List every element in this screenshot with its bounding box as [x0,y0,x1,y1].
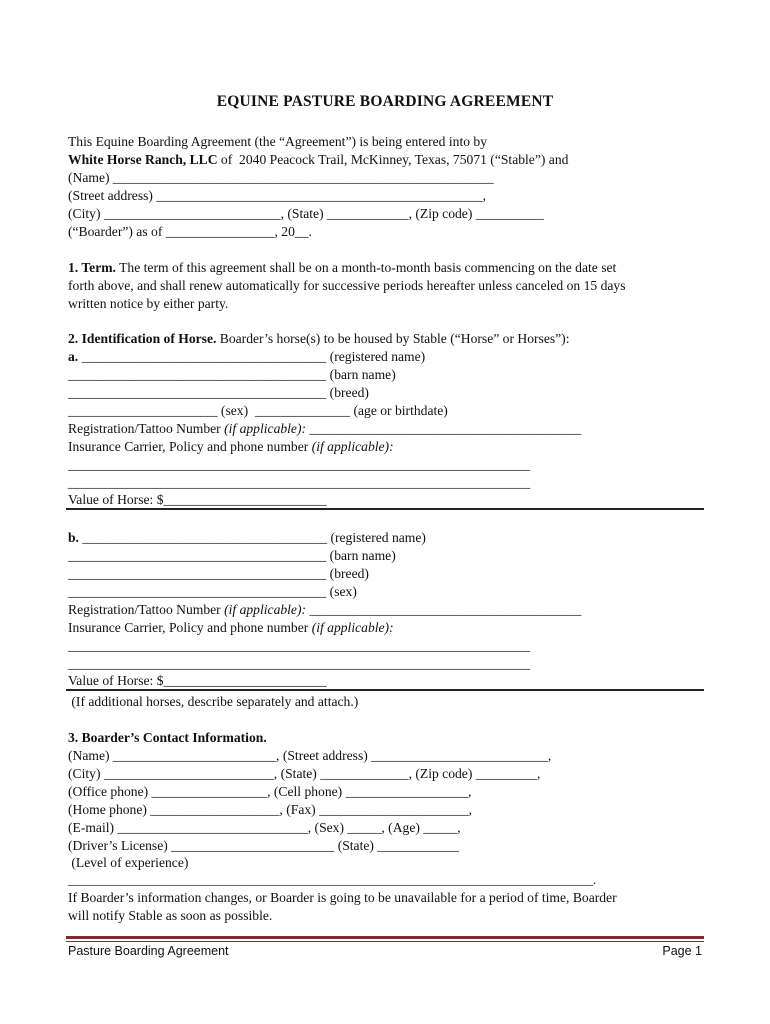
horse-a-reg-blank: ________________________________________ [306,421,582,436]
footer-rule-thick [66,936,704,939]
notice-line-1: If Boarder’s information changes, or Boarder is going to be unavailable for a period of time, Boarder [68,890,617,905]
term-line-2: forth above, and shall renew automatically for successive periods hereafter unless canceled on 15 days [68,278,626,293]
boarder-date-field[interactable]: (“Boarder”) as of ________________, 20__. [68,224,312,239]
horse-b-sex-field[interactable]: ______________________________________ (sex) [68,584,357,599]
footer-rule-thin [66,941,704,942]
horse-b-registered-text: ____________________________________ (registered name) [78,530,426,545]
horse-b-value-field[interactable]: Value of Horse: $________________________ [68,673,327,688]
contact-email-field[interactable]: (E-mail) ____________________________, (Sex) _____, (Age) _____, [68,820,461,835]
horse-b-registration-field[interactable] [68,601,581,619]
identification-heading-line [68,330,569,348]
contact-office-phone-field[interactable]: (Office phone) _________________, (Cell phone) __________________, [68,784,472,799]
contact-license-field[interactable]: (Driver’s License) ________________________ (State) ____________ [68,838,459,853]
experience-blank[interactable]: ____________________________________________________________________________________. [68,873,597,887]
horse-a-reg-if-applicable: (if applicable): [224,421,307,436]
street-address-field[interactable]: (Street address) ________________________________________________, [68,188,486,203]
horse-b-insurance-blank-1[interactable]: ____________________________________________________________________ [68,638,531,653]
horse-b-reg-label: Registration/Tattoo Number [68,602,225,617]
page-number: Page 1 [662,944,702,958]
footer-title: Pasture Boarding Agreement [68,944,229,958]
horse-b-insurance-label [68,619,394,637]
term-heading: 1. Term. [68,260,116,275]
ranch-name: White Horse Ranch, LLC [68,152,218,167]
term-text: The term of this agreement shall be on a month-to-month basis commencing on the date set [115,260,617,275]
horse-a-breed-field[interactable]: ______________________________________ (breed) [68,385,369,400]
intro-line-1: This Equine Boarding Agreement (the “Agreement”) is being entered into by [68,134,488,149]
ranch-address: of 2040 Peacock Trail, McKinney, Texas, 75071 (“Stable”) and [217,152,569,167]
horse-a-registered-text: ____________________________________ (registered name) [78,349,426,364]
horse-a-insurance-label [68,438,394,456]
name-field[interactable]: (Name) ________________________________________________________ [68,170,494,185]
horse-a-value-field[interactable]: Value of Horse: $________________________ [68,492,327,507]
horse-a-insurance-blank-2[interactable]: ____________________________________________________________________ [68,475,531,490]
horse-a-divider [66,508,704,510]
horse-a-label: a. [68,349,79,364]
horse-a-sex-age-field[interactable]: ______________________ (sex) ______________ (age or birthdate) [68,403,448,418]
contact-city-field[interactable]: (City) _________________________, (State) _____________, (Zip code) _________, [68,766,541,781]
experience-label: (Level of experience) [68,855,189,870]
horse-b-divider [66,689,704,691]
horse-a-insurance-blank-1[interactable]: ____________________________________________________________________ [68,457,531,472]
identification-text: Boarder’s horse(s) to be housed by Stable (“Horse” or Horses”): [216,331,570,346]
horse-b-barn-name-field[interactable]: ______________________________________ (barn name) [68,548,396,563]
identification-heading: 2. Identification of Horse. [68,331,217,346]
horse-b-ins-label: Insurance Carrier, Policy and phone number [68,620,312,635]
horse-a-registered-name-field[interactable] [68,348,425,366]
horse-a-reg-label: Registration/Tattoo Number [68,421,225,436]
additional-horses-note: (If additional horses, describe separately and attach.) [68,694,359,709]
horse-b-registered-name-field[interactable] [68,529,426,547]
horse-b-reg-blank: ________________________________________ [306,602,582,617]
city-state-zip-field[interactable]: (City) __________________________, (State) ____________, (Zip code) __________ [68,206,544,221]
contact-home-phone-field[interactable]: (Home phone) ___________________, (Fax) ______________________, [68,802,473,817]
notice-line-2: will notify Stable as soon as possible. [68,908,273,923]
document-title: EQUINE PASTURE BOARDING AGREEMENT [216,93,554,110]
horse-b-breed-field[interactable]: ______________________________________ (breed) [68,566,369,581]
horse-b-insurance-blank-2[interactable]: ____________________________________________________________________ [68,656,531,671]
intro-line-2 [68,151,568,169]
horse-a-ins-label: Insurance Carrier, Policy and phone number [68,439,312,454]
horse-b-reg-if-applicable: (if applicable): [224,602,307,617]
term-line-1 [68,259,616,277]
horse-a-ins-if-applicable: (if applicable): [311,439,394,454]
horse-a-barn-name-field[interactable]: ______________________________________ (barn name) [68,367,396,382]
contact-heading: 3. Boarder’s Contact Information. [68,730,267,745]
horse-b-ins-if-applicable: (if applicable): [311,620,394,635]
contact-name-field[interactable]: (Name) ________________________, (Street address) __________________________, [68,748,552,763]
horse-b-label: b. [68,530,79,545]
term-line-3: written notice by either party. [68,296,229,311]
horse-a-registration-field[interactable] [68,420,581,438]
